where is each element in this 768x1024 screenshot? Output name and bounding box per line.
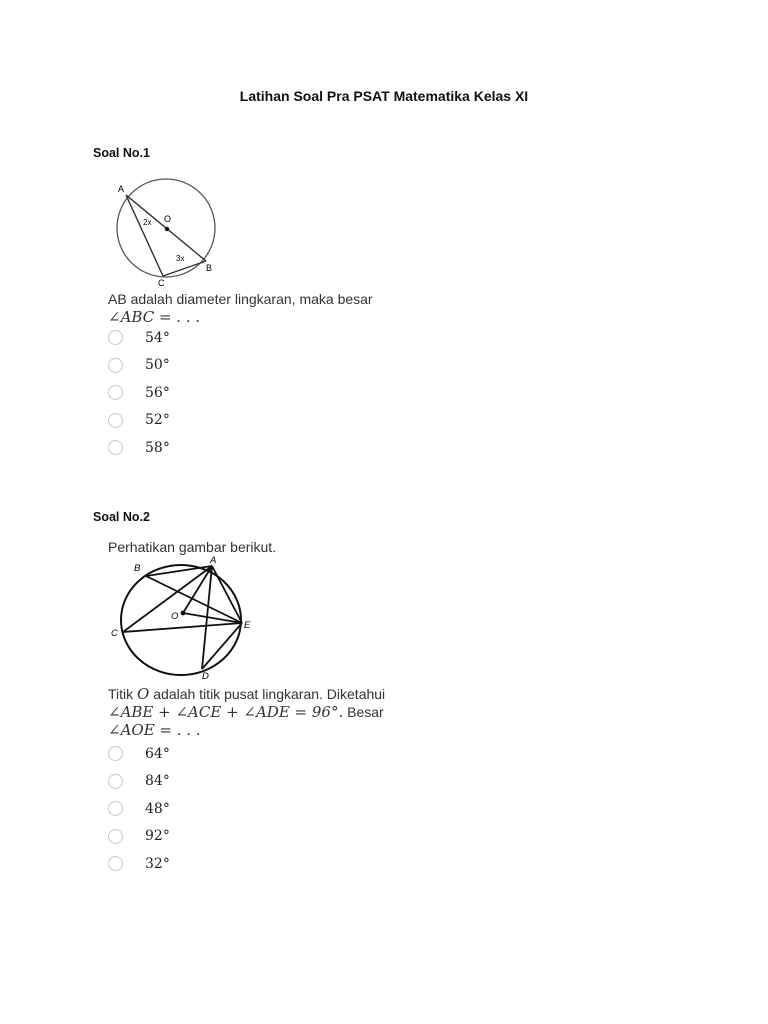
question-1-text — [108, 290, 373, 326]
radio-button[interactable] — [108, 358, 123, 373]
label-b: B — [134, 563, 141, 574]
center-point — [165, 227, 169, 231]
question-2-option[interactable] — [108, 768, 170, 796]
radio-button[interactable] — [108, 829, 123, 844]
angle-equation: ∠ABE + ∠ACE + ∠ADE = 96°. — [108, 703, 344, 721]
segment-ce — [123, 623, 242, 632]
option-label: 32° — [145, 855, 170, 872]
segment-de — [202, 623, 242, 669]
label-angle-3x: 3x — [176, 254, 185, 263]
label-angle-2x: 2x — [143, 218, 152, 227]
segment-ab — [146, 566, 212, 576]
radio-button[interactable] — [108, 801, 123, 816]
option-label: 58° — [145, 439, 170, 456]
question-2-option[interactable] — [108, 795, 170, 823]
text-suffix: Besar — [343, 704, 384, 720]
option-label: 56° — [145, 384, 170, 401]
radio-button[interactable] — [108, 746, 123, 761]
label-a: A — [210, 555, 217, 566]
question-1-label: Soal No.1 — [93, 146, 150, 160]
question-2-figure — [108, 555, 258, 685]
question-2-option[interactable] — [108, 823, 170, 851]
question-1-option[interactable] — [108, 352, 170, 380]
question-1-option[interactable] — [108, 324, 170, 352]
text-prefix: Titik — [108, 686, 138, 702]
question-2-text-line1 — [108, 685, 385, 703]
segment-ac — [123, 566, 212, 632]
text-suffix: adalah titik pusat lingkaran. Diketahui — [149, 686, 386, 702]
question-1-option[interactable] — [108, 379, 170, 407]
label-b: B — [206, 263, 213, 273]
label-a: A — [118, 184, 125, 194]
question-2-text-line3: ∠AOE = . . . — [108, 721, 201, 739]
question-1-option[interactable] — [108, 434, 170, 462]
radio-button[interactable] — [108, 856, 123, 871]
label-d: D — [202, 671, 209, 682]
question-1-figure — [108, 178, 228, 288]
question-1-options — [108, 324, 170, 462]
variable-o: O — [137, 685, 150, 703]
label-o: O — [164, 214, 172, 224]
option-label: 52° — [145, 412, 170, 429]
question-2-intro: Perhatikan gambar berikut. — [108, 539, 277, 555]
question-2-text — [108, 685, 385, 739]
radio-button[interactable] — [108, 330, 123, 345]
label-e: E — [244, 620, 251, 631]
question-1-text-line1: AB adalah diameter lingkaran, maka besar — [108, 291, 373, 307]
page-title: Latihan Soal Pra PSAT Matematika Kelas XI — [239, 88, 529, 104]
question-2-option[interactable] — [108, 850, 170, 878]
question-1-option[interactable] — [108, 407, 170, 435]
center-point — [181, 611, 186, 616]
option-label: 84° — [145, 773, 170, 790]
option-label: 48° — [145, 800, 170, 817]
question-2-text-line2 — [108, 703, 385, 721]
label-c: C — [111, 628, 118, 639]
radio-button[interactable] — [108, 385, 123, 400]
label-o: O — [171, 611, 179, 622]
segment-be — [146, 576, 242, 623]
chord-ac — [126, 195, 163, 276]
question-2-label: Soal No.2 — [93, 510, 150, 524]
question-1-text-line2: ∠ABC = . . . — [108, 308, 201, 326]
option-label: 92° — [145, 828, 170, 845]
radio-button[interactable] — [108, 413, 123, 428]
radio-button[interactable] — [108, 440, 123, 455]
question-2-options — [108, 740, 170, 878]
label-c: C — [158, 278, 165, 288]
option-label: 54° — [145, 329, 170, 346]
option-label: 50° — [145, 357, 170, 374]
question-2-option[interactable] — [108, 740, 170, 768]
option-label: 64° — [145, 745, 170, 762]
segment-ae — [212, 566, 242, 623]
radio-button[interactable] — [108, 774, 123, 789]
